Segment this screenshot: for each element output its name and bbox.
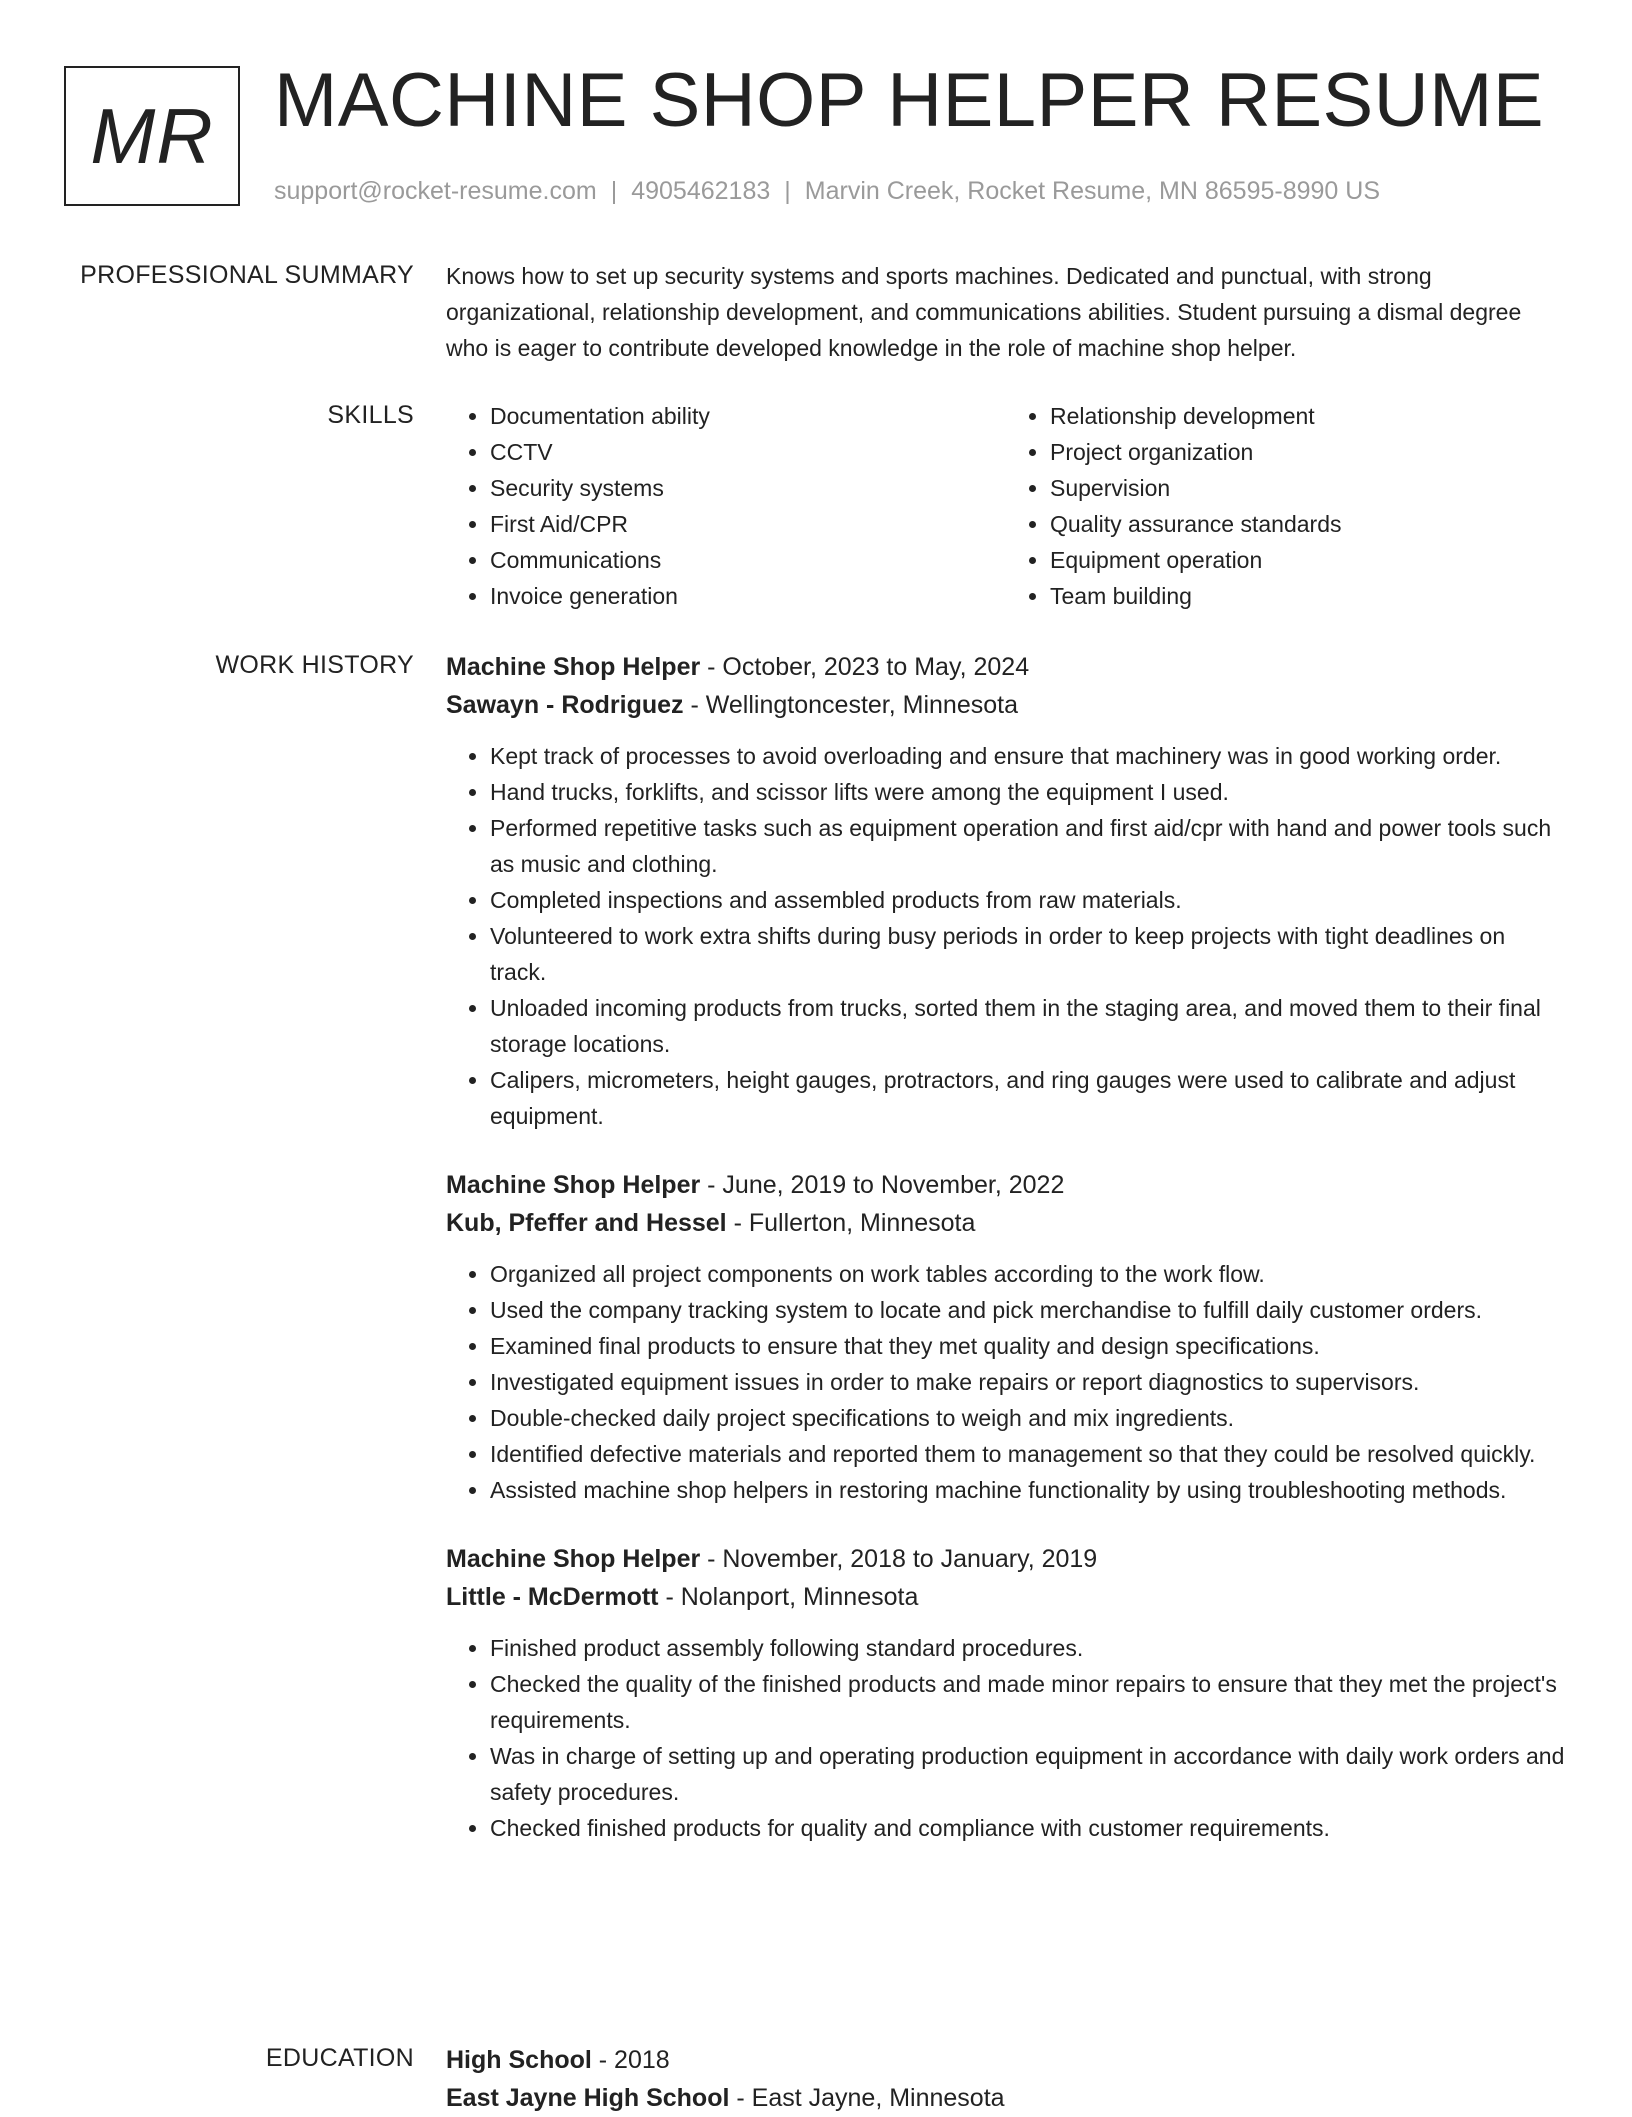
work-history-heading: WORK HISTORY — [215, 651, 414, 679]
skills-body — [446, 398, 1566, 614]
resume-title: MACHINE SHOP HELPER RESUME — [274, 58, 1545, 143]
education-school: East Jayne High School — [446, 2084, 730, 2112]
job-duties-list — [446, 1256, 1566, 1508]
monogram-box — [64, 66, 240, 206]
skill-item: • Relationship development — [1050, 398, 1566, 434]
contact-separator: | — [784, 177, 791, 205]
job-company: Little - McDermott — [446, 1583, 659, 1611]
education-year: - 2018 — [591, 2046, 670, 2074]
skills-heading: SKILLS — [327, 401, 414, 429]
contact-separator: | — [610, 177, 618, 205]
job-duty-item: • Checked the quality of the finished products and made minor repairs to ensure that they met the project's requirements. — [490, 1666, 1566, 1738]
job-location: - Nolanport, Minnesota — [658, 1583, 919, 1611]
job-company: Kub, Pfeffer and Hessel — [446, 1209, 727, 1237]
job-dates: - June, 2019 to November, 2022 — [700, 1171, 1065, 1199]
job-company: Sawayn - Rodriguez — [446, 691, 684, 719]
job-entry — [446, 1540, 1566, 1846]
skill-item: • Communications — [490, 542, 1006, 578]
skill-item: • Documentation ability — [490, 398, 1006, 434]
job-title: Machine Shop Helper — [446, 653, 701, 681]
job-duty-item: • Performed repetitive tasks such as equipment operation and first aid/cpr with hand and power tools such as music and clothing. — [490, 810, 1566, 882]
skill-item: • Equipment operation — [1050, 542, 1566, 578]
summary-text: Knows how to set up security systems and sports machines. Dedicated and punctual, with strong organizational, relationship development, and communications abilities. Student pursuing a dismal degree who is eager to contribute developed knowledge in the role of machine shop helper. — [446, 263, 1522, 361]
skills-list-left — [446, 398, 1006, 614]
job-location: - Wellingtoncester, Minnesota — [683, 691, 1018, 719]
job-duty-item: • Organized all project components on work tables according to the work flow. — [490, 1256, 1566, 1292]
education-degree-line — [446, 2041, 1566, 2079]
job-duty-item: • Completed inspections and assembled products from raw materials. — [490, 882, 1566, 918]
job-company-line — [446, 1204, 1566, 1242]
job-duty-item: • Unloaded incoming products from trucks, sorted them in the staging area, and moved them to their final storage locations. — [490, 990, 1566, 1062]
contact-email: support@rocket-resume.com — [274, 177, 597, 205]
job-duty-item: • Volunteered to work extra shifts during busy periods in order to keep projects with tight deadlines on track. — [490, 918, 1566, 990]
education-degree: High School — [446, 2046, 592, 2074]
job-title: Machine Shop Helper — [446, 1545, 701, 1573]
job-duty-item: • Was in charge of setting up and operating production equipment in accordance with daily work orders and safety procedures. — [490, 1738, 1566, 1810]
job-dates: - October, 2023 to May, 2024 — [700, 653, 1030, 681]
work-history-body — [446, 648, 1566, 1878]
job-duties-list — [446, 738, 1566, 1134]
job-duty-item: • Double-checked daily project specifications to weigh and mix ingredients. — [490, 1400, 1566, 1436]
job-duty-item: • Examined final products to ensure that they met quality and design specifications. — [490, 1328, 1566, 1364]
skills-list-right — [1006, 398, 1566, 614]
skill-item: • First Aid/CPR — [490, 506, 1006, 542]
job-entry — [446, 1166, 1566, 1508]
job-company-line — [446, 686, 1566, 724]
education-school-line — [446, 2079, 1566, 2117]
contact-phone: 4905462183 — [631, 177, 771, 205]
contact-address: Marvin Creek, Rocket Resume, MN 86595-8990 US — [804, 177, 1380, 205]
monogram-initials: MR — [90, 91, 214, 180]
job-title: Machine Shop Helper — [446, 1171, 701, 1199]
skills-columns — [446, 398, 1566, 614]
skill-item: • Quality assurance standards — [1050, 506, 1566, 542]
job-duty-item: • Used the company tracking system to locate and pick merchandise to fulfill daily customer orders. — [490, 1292, 1566, 1328]
summary-body — [446, 258, 1566, 366]
job-title-line — [446, 648, 1566, 686]
job-duty-item: • Checked finished products for quality and compliance with customer requirements. — [490, 1810, 1566, 1846]
job-dates: - November, 2018 to January, 2019 — [700, 1545, 1098, 1573]
job-duty-item: • Kept track of processes to avoid overloading and ensure that machinery was in good working order. — [490, 738, 1566, 774]
skill-item: • Invoice generation — [490, 578, 1006, 614]
job-title-line — [446, 1166, 1566, 1204]
skill-item: • Security systems — [490, 470, 1006, 506]
contact-line — [274, 174, 1380, 208]
job-duty-item: • Calipers, micrometers, height gauges, protractors, and ring gauges were used to calibrate and adjust equipment. — [490, 1062, 1566, 1134]
job-duty-item: • Identified defective materials and reported them to management so that they could be resolved quickly. — [490, 1436, 1566, 1472]
education-body — [446, 2041, 1566, 2117]
job-company-line — [446, 1578, 1566, 1616]
job-duty-item: • Finished product assembly following standard procedures. — [490, 1630, 1566, 1666]
education-heading: EDUCATION — [265, 2044, 414, 2072]
skill-item: • Team building — [1050, 578, 1566, 614]
job-entry — [446, 648, 1566, 1134]
job-duty-item: • Investigated equipment issues in order to make repairs or report diagnostics to supervisors. — [490, 1364, 1566, 1400]
skill-item: • CCTV — [490, 434, 1006, 470]
skill-item: • Project organization — [1050, 434, 1566, 470]
job-title-line — [446, 1540, 1566, 1578]
job-duties-list — [446, 1630, 1566, 1846]
job-location: - Fullerton, Minnesota — [726, 1209, 976, 1237]
summary-heading: PROFESSIONAL SUMMARY — [80, 261, 414, 289]
job-duty-item: • Hand trucks, forklifts, and scissor lifts were among the equipment I used. — [490, 774, 1566, 810]
job-duty-item: • Assisted machine shop helpers in restoring machine functionality by using troubleshooting methods. — [490, 1472, 1566, 1508]
education-location: - East Jayne, Minnesota — [729, 2084, 1005, 2112]
skill-item: • Supervision — [1050, 470, 1566, 506]
